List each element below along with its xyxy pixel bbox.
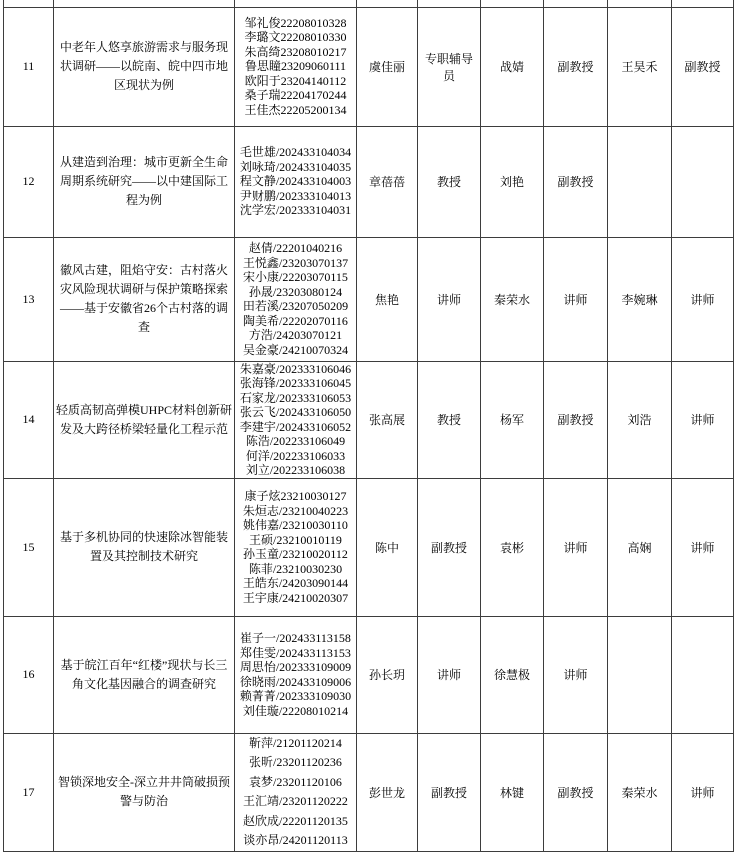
advisor1-title-cell: 副教授 — [418, 478, 481, 616]
advisor2-name-cell: 林键 — [481, 733, 544, 851]
advisor1-name-cell: 张高展 — [357, 361, 418, 478]
advisor1-name-cell: 虞佳丽 — [357, 7, 418, 126]
advisor2-title-cell: 副教授 — [544, 7, 608, 126]
table-row — [4, 733, 734, 851]
advisor3-name-cell — [608, 126, 672, 237]
advisor1-title-cell: 教授 — [418, 126, 481, 237]
student-entry: 崔子一/202433113158 — [240, 631, 351, 645]
cutoff-cell — [672, 0, 734, 7]
students-cell — [235, 733, 357, 851]
advisor3-title-cell: 讲师 — [672, 478, 734, 616]
advisor2-name-cell: 刘艳 — [481, 126, 544, 237]
advisor3-title-cell: 讲师 — [672, 733, 734, 851]
student-entry: 陈菲/23210030230 — [248, 561, 343, 576]
students-cell — [235, 361, 357, 478]
student-entry: 郑佳雯/202433113153 — [240, 645, 351, 660]
advisor1-title-cell: 讲师 — [418, 237, 481, 361]
student-entry: 孙玉童/23210020112 — [243, 547, 348, 561]
student-entry: 赵倩/22201040216 — [248, 241, 343, 255]
advisor3-title-cell — [672, 616, 734, 733]
project-title-cell: 智锁深地安全-深立井井筒破损预警与防治 — [54, 733, 235, 851]
cutoff-cell — [544, 0, 608, 7]
student-entry: 张海锋/202333106045 — [239, 376, 352, 390]
advisor3-name-cell: 秦荣水 — [608, 733, 672, 851]
student-entry: 鲁思瞳23209060111 — [244, 59, 347, 74]
advisor2-name-cell: 秦荣水 — [481, 237, 544, 361]
student-entry: 尹财鹏/202333104013 — [239, 188, 352, 203]
student-entry: 程文静/202433104003 — [239, 174, 352, 189]
advisor1-name-cell: 陈中 — [357, 478, 418, 616]
advisor1-title-cell: 专职辅导员 — [418, 7, 481, 126]
student-entry: 王悦鑫/23203070137 — [242, 255, 349, 270]
table-row — [4, 478, 734, 616]
student-entry: 刘佳璇/22208010214 — [242, 703, 349, 718]
advisor2-title-cell: 副教授 — [544, 361, 608, 478]
cutoff-row-top — [4, 0, 734, 7]
student-entry: 周思怡/202333109009 — [239, 660, 352, 674]
student-entry: 王皓东/24203090144 — [242, 576, 349, 590]
advisor1-title-cell: 讲师 — [418, 616, 481, 733]
cutoff-cell — [357, 0, 418, 7]
advisor1-title-cell: 副教授 — [418, 733, 481, 851]
advisor3-name-cell — [608, 616, 672, 733]
student-entry: 欧阳于23204140112 — [244, 73, 347, 88]
table-body — [4, 0, 734, 851]
advisor2-name-cell: 袁彬 — [481, 478, 544, 616]
student-entry: 宋小康/22203070115 — [243, 270, 348, 284]
students-cell — [235, 616, 357, 733]
advisor2-title-cell: 副教授 — [544, 126, 608, 237]
project-title-cell: 徽风古建，阻焰守安：古村落火灾风险现状调研与保护策略探索——基于安徽省26个古村落的调查 — [54, 237, 235, 361]
student-entry: 桑子瑞22204170244 — [244, 88, 347, 103]
student-entry: 吴金豪/24210070324 — [242, 342, 349, 357]
student-entry: 朱高绮23208010217 — [244, 44, 347, 59]
advisor3-title-cell: 讲师 — [672, 237, 734, 361]
advisor2-title-cell: 讲师 — [544, 237, 608, 361]
advisor1-name-cell: 章蓓蓓 — [357, 126, 418, 237]
student-entry: 邹礼俊22208010328 — [244, 15, 347, 30]
advisor2-name-cell: 徐慧极 — [481, 616, 544, 733]
table-row — [4, 237, 734, 361]
student-entry: 田若溪/23207050209 — [242, 299, 349, 313]
student-entry: 何洋/202233106033 — [245, 448, 346, 463]
student-entry: 袁梦/23201120106 — [249, 774, 342, 789]
project-title-cell: 基于皖江百年“红楼”现状与长三角文化基因融合的调查研究 — [54, 616, 235, 733]
row-number-cell: 17 — [4, 733, 54, 851]
advisor2-name-cell: 战婧 — [481, 7, 544, 126]
table-row — [4, 616, 734, 733]
cutoff-cell — [235, 0, 357, 7]
student-entry: 毛世雄/202433104034 — [239, 145, 352, 160]
row-number-cell: 15 — [4, 478, 54, 616]
project-title-cell: 轻质高韧高弹模UHPC材料创新研发及大跨径桥梁轻量化工程示范 — [54, 361, 235, 478]
students-cell — [235, 478, 357, 616]
students-cell — [235, 237, 357, 361]
student-entry: 孙晟/23203080124 — [248, 284, 343, 299]
student-entry: 靳萍/21201120214 — [249, 735, 342, 750]
student-entry: 陈浩/202233106049 — [245, 434, 346, 448]
project-title-cell: 从建造到治理：城市更新全生命周期系统研究——以中建国际工程为例 — [54, 126, 235, 237]
student-entry: 陶美希/22202070116 — [243, 313, 348, 328]
row-number-cell: 16 — [4, 616, 54, 733]
advisor2-name-cell: 杨军 — [481, 361, 544, 478]
students-cell — [235, 7, 357, 126]
advisor3-name-cell: 高娴 — [608, 478, 672, 616]
table-row — [4, 361, 734, 478]
cutoff-cell — [608, 0, 672, 7]
student-entry: 朱嘉豪/202333106046 — [239, 361, 352, 376]
student-entry: 刘咏琦/202433104035 — [239, 159, 352, 174]
row-number-cell: 12 — [4, 126, 54, 237]
table-row — [4, 7, 734, 126]
student-entry: 王宇康/24210020307 — [242, 590, 349, 605]
student-entry: 赖菁菁/202333109030 — [239, 689, 352, 703]
row-number-cell: 13 — [4, 237, 54, 361]
student-entry: 谈亦昂/24201120113 — [243, 833, 348, 847]
advisor2-title-cell: 讲师 — [544, 478, 608, 616]
student-entry: 王汇靖/23201120222 — [243, 794, 348, 808]
student-entry: 刘立/202233106038 — [245, 463, 346, 477]
advisor3-name-cell: 刘浩 — [608, 361, 672, 478]
student-entry: 王佳杰22205200134 — [244, 102, 347, 117]
student-entry: 张云飞/202433106050 — [239, 405, 352, 419]
advisor3-name-cell: 王昊禾 — [608, 7, 672, 126]
advisor3-title-cell: 讲师 — [672, 361, 734, 478]
student-entry: 李璐文22208010330 — [244, 30, 347, 45]
student-entry: 沈学宏/202333104031 — [239, 203, 352, 218]
student-entry: 方浩/24203070121 — [248, 328, 343, 342]
student-entry: 朱烜志/23210040223 — [242, 503, 349, 518]
student-entry: 李建宇/202433106052 — [239, 419, 352, 434]
project-title-cell: 中老年人悠享旅游需求与服务现状调研——以皖南、皖中四市地区现状为例 — [54, 7, 235, 126]
projects-table — [3, 0, 734, 852]
student-entry: 张昕/23201120236 — [249, 755, 342, 769]
cutoff-cell — [4, 0, 54, 7]
advisor3-title-cell: 副教授 — [672, 7, 734, 126]
student-entry: 康子炫23210030127 — [244, 489, 347, 503]
student-entry: 石家龙/202333106053 — [239, 390, 352, 405]
row-number-cell: 11 — [4, 7, 54, 126]
student-entry: 徐晓雨/202433109006 — [239, 674, 352, 689]
project-title-cell: 基于多机协同的快速除冰智能装置及其控制技术研究 — [54, 478, 235, 616]
student-entry: 赵欣成/22201120135 — [243, 813, 348, 828]
advisor1-name-cell: 彭世龙 — [357, 733, 418, 851]
cutoff-cell — [481, 0, 544, 7]
advisor2-title-cell: 讲师 — [544, 616, 608, 733]
table-row — [4, 126, 734, 237]
advisor3-title-cell — [672, 126, 734, 237]
advisor1-name-cell: 焦艳 — [357, 237, 418, 361]
row-number-cell: 14 — [4, 361, 54, 478]
cutoff-cell — [54, 0, 235, 7]
advisor2-title-cell: 副教授 — [544, 733, 608, 851]
advisor1-title-cell: 教授 — [418, 361, 481, 478]
student-entry: 王硕/23210010119 — [249, 532, 342, 547]
student-entry: 姚伟嘉/23210030110 — [243, 518, 348, 532]
advisor3-name-cell: 李婉琳 — [608, 237, 672, 361]
students-cell — [235, 126, 357, 237]
cutoff-cell — [418, 0, 481, 7]
advisor1-name-cell: 孙长玥 — [357, 616, 418, 733]
